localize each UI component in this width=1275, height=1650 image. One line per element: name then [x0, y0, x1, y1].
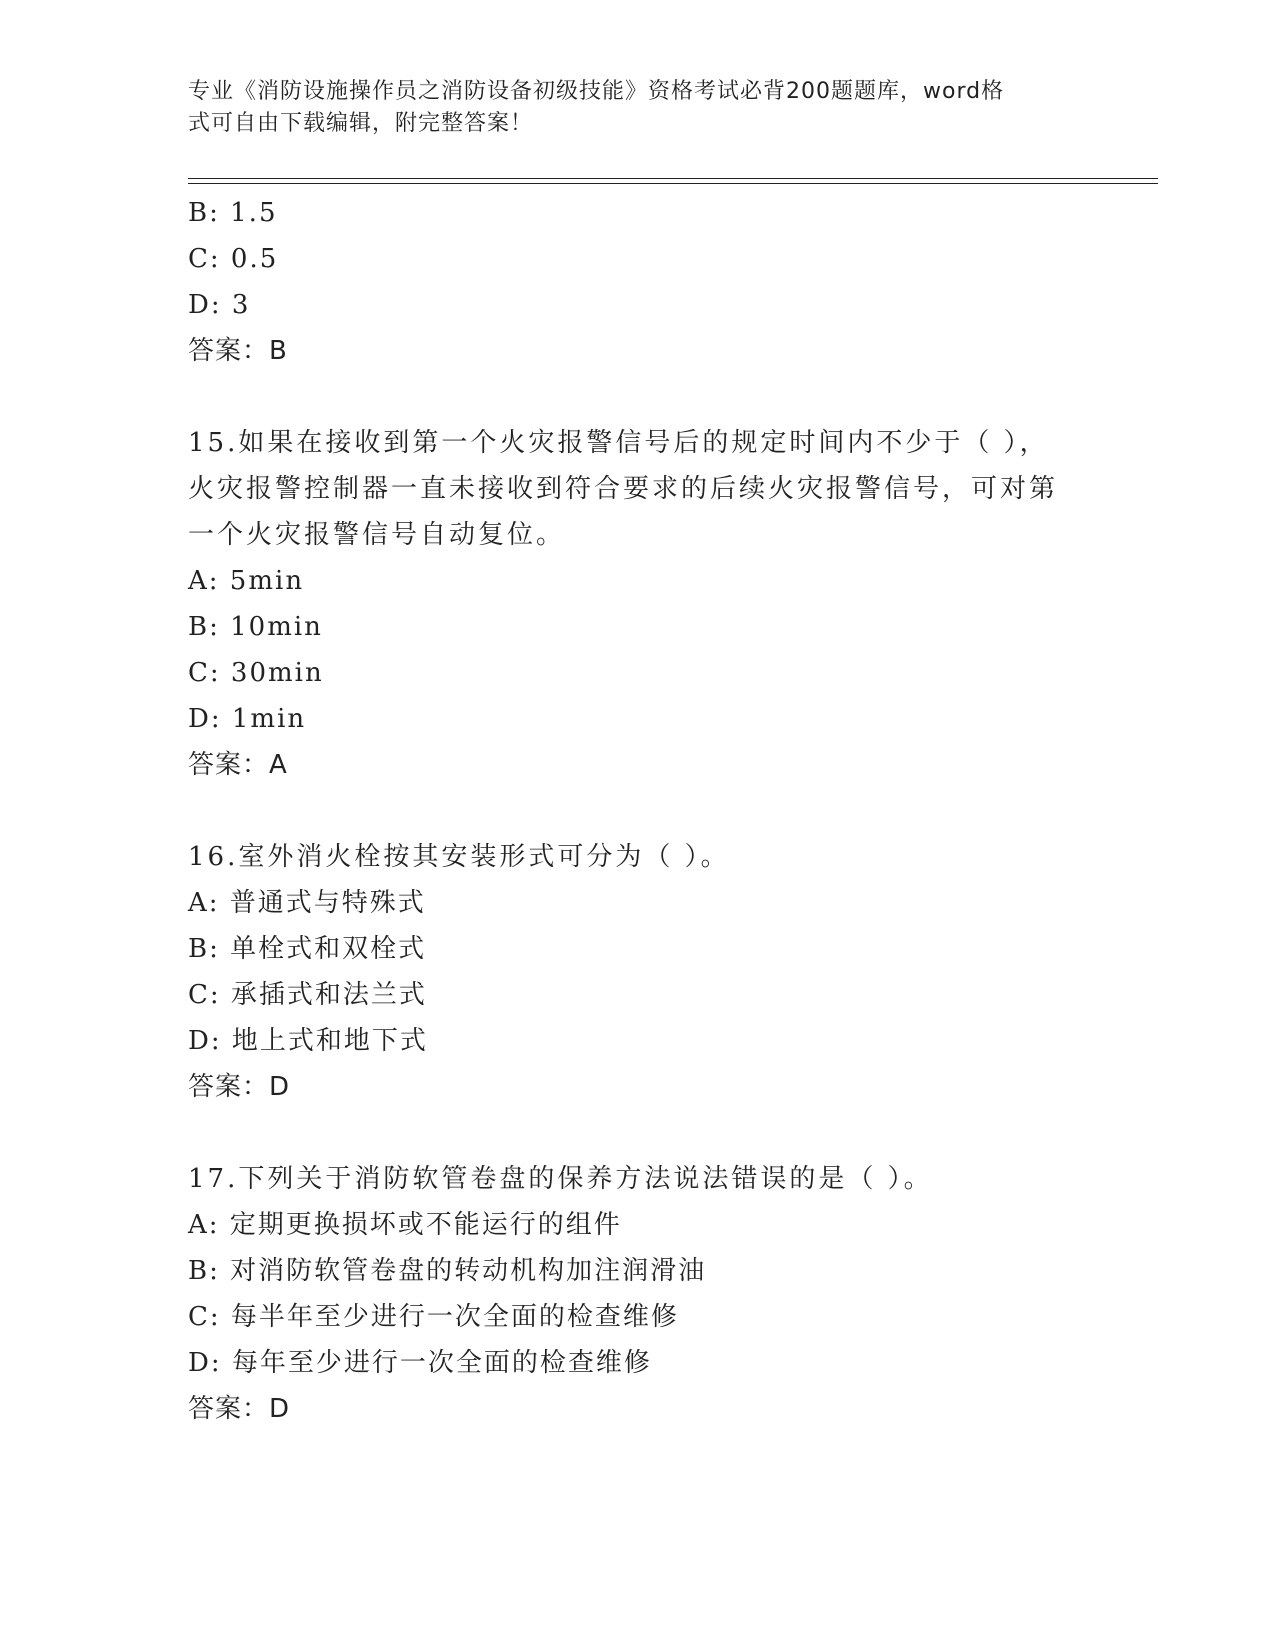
option-d: D: 1min	[188, 704, 307, 734]
option-b: B: 1.5	[188, 198, 278, 228]
header-divider-bottom	[188, 183, 1158, 184]
option-d: D: 地上式和地下式	[188, 1026, 428, 1056]
option-b: B: 对消防软管卷盘的转动机构加注润滑油	[188, 1256, 707, 1286]
answer-line: 答案：D	[188, 1394, 291, 1424]
question-text: 17.下列关于消防软管卷盘的保养方法说法错误的是（ ）。	[188, 1164, 933, 1194]
option-a: A: 5min	[188, 566, 305, 596]
question-15	[188, 420, 1088, 788]
option-b: B: 10min	[188, 612, 323, 642]
answer-line: 答案：A	[188, 750, 288, 780]
header-line-1: 专业《消防设施操作员之消防设备初级技能》资格考试必背200题题库，word格	[188, 79, 1005, 104]
header-line-2: 式可自由下载编辑，附完整答案！	[188, 111, 534, 136]
option-d: D: 3	[188, 290, 251, 320]
option-a: A: 定期更换损坏或不能运行的组件	[188, 1210, 622, 1240]
question-text: 15.如果在接收到第一个火灾报警信号后的规定时间内不少于（ ）， 火灾报警控制器一直未接收到符合要求的后续火灾报警信号，可对第 一个火灾报警信号自动复位。	[188, 428, 1059, 550]
question-14-continued	[188, 190, 1088, 374]
header-divider-top	[188, 178, 1158, 179]
option-b: B: 单栓式和双栓式	[188, 934, 427, 964]
option-c: C: 承插式和法兰式	[188, 980, 427, 1010]
question-text: 16.室外消火栓按其安装形式可分为（ ）。	[188, 842, 730, 872]
answer-line: 答案：D	[188, 1072, 291, 1102]
document-header	[188, 76, 1088, 140]
option-d: D: 每年至少进行一次全面的检查维修	[188, 1348, 652, 1378]
option-a: A: 普通式与特殊式	[188, 888, 426, 918]
question-17	[188, 1156, 1088, 1432]
option-c: C: 每半年至少进行一次全面的检查维修	[188, 1302, 679, 1332]
document-body	[188, 190, 1088, 1432]
option-c: C: 0.5	[188, 244, 279, 274]
option-c: C: 30min	[188, 658, 324, 688]
question-16	[188, 834, 1088, 1110]
answer-line: 答案：B	[188, 336, 288, 366]
